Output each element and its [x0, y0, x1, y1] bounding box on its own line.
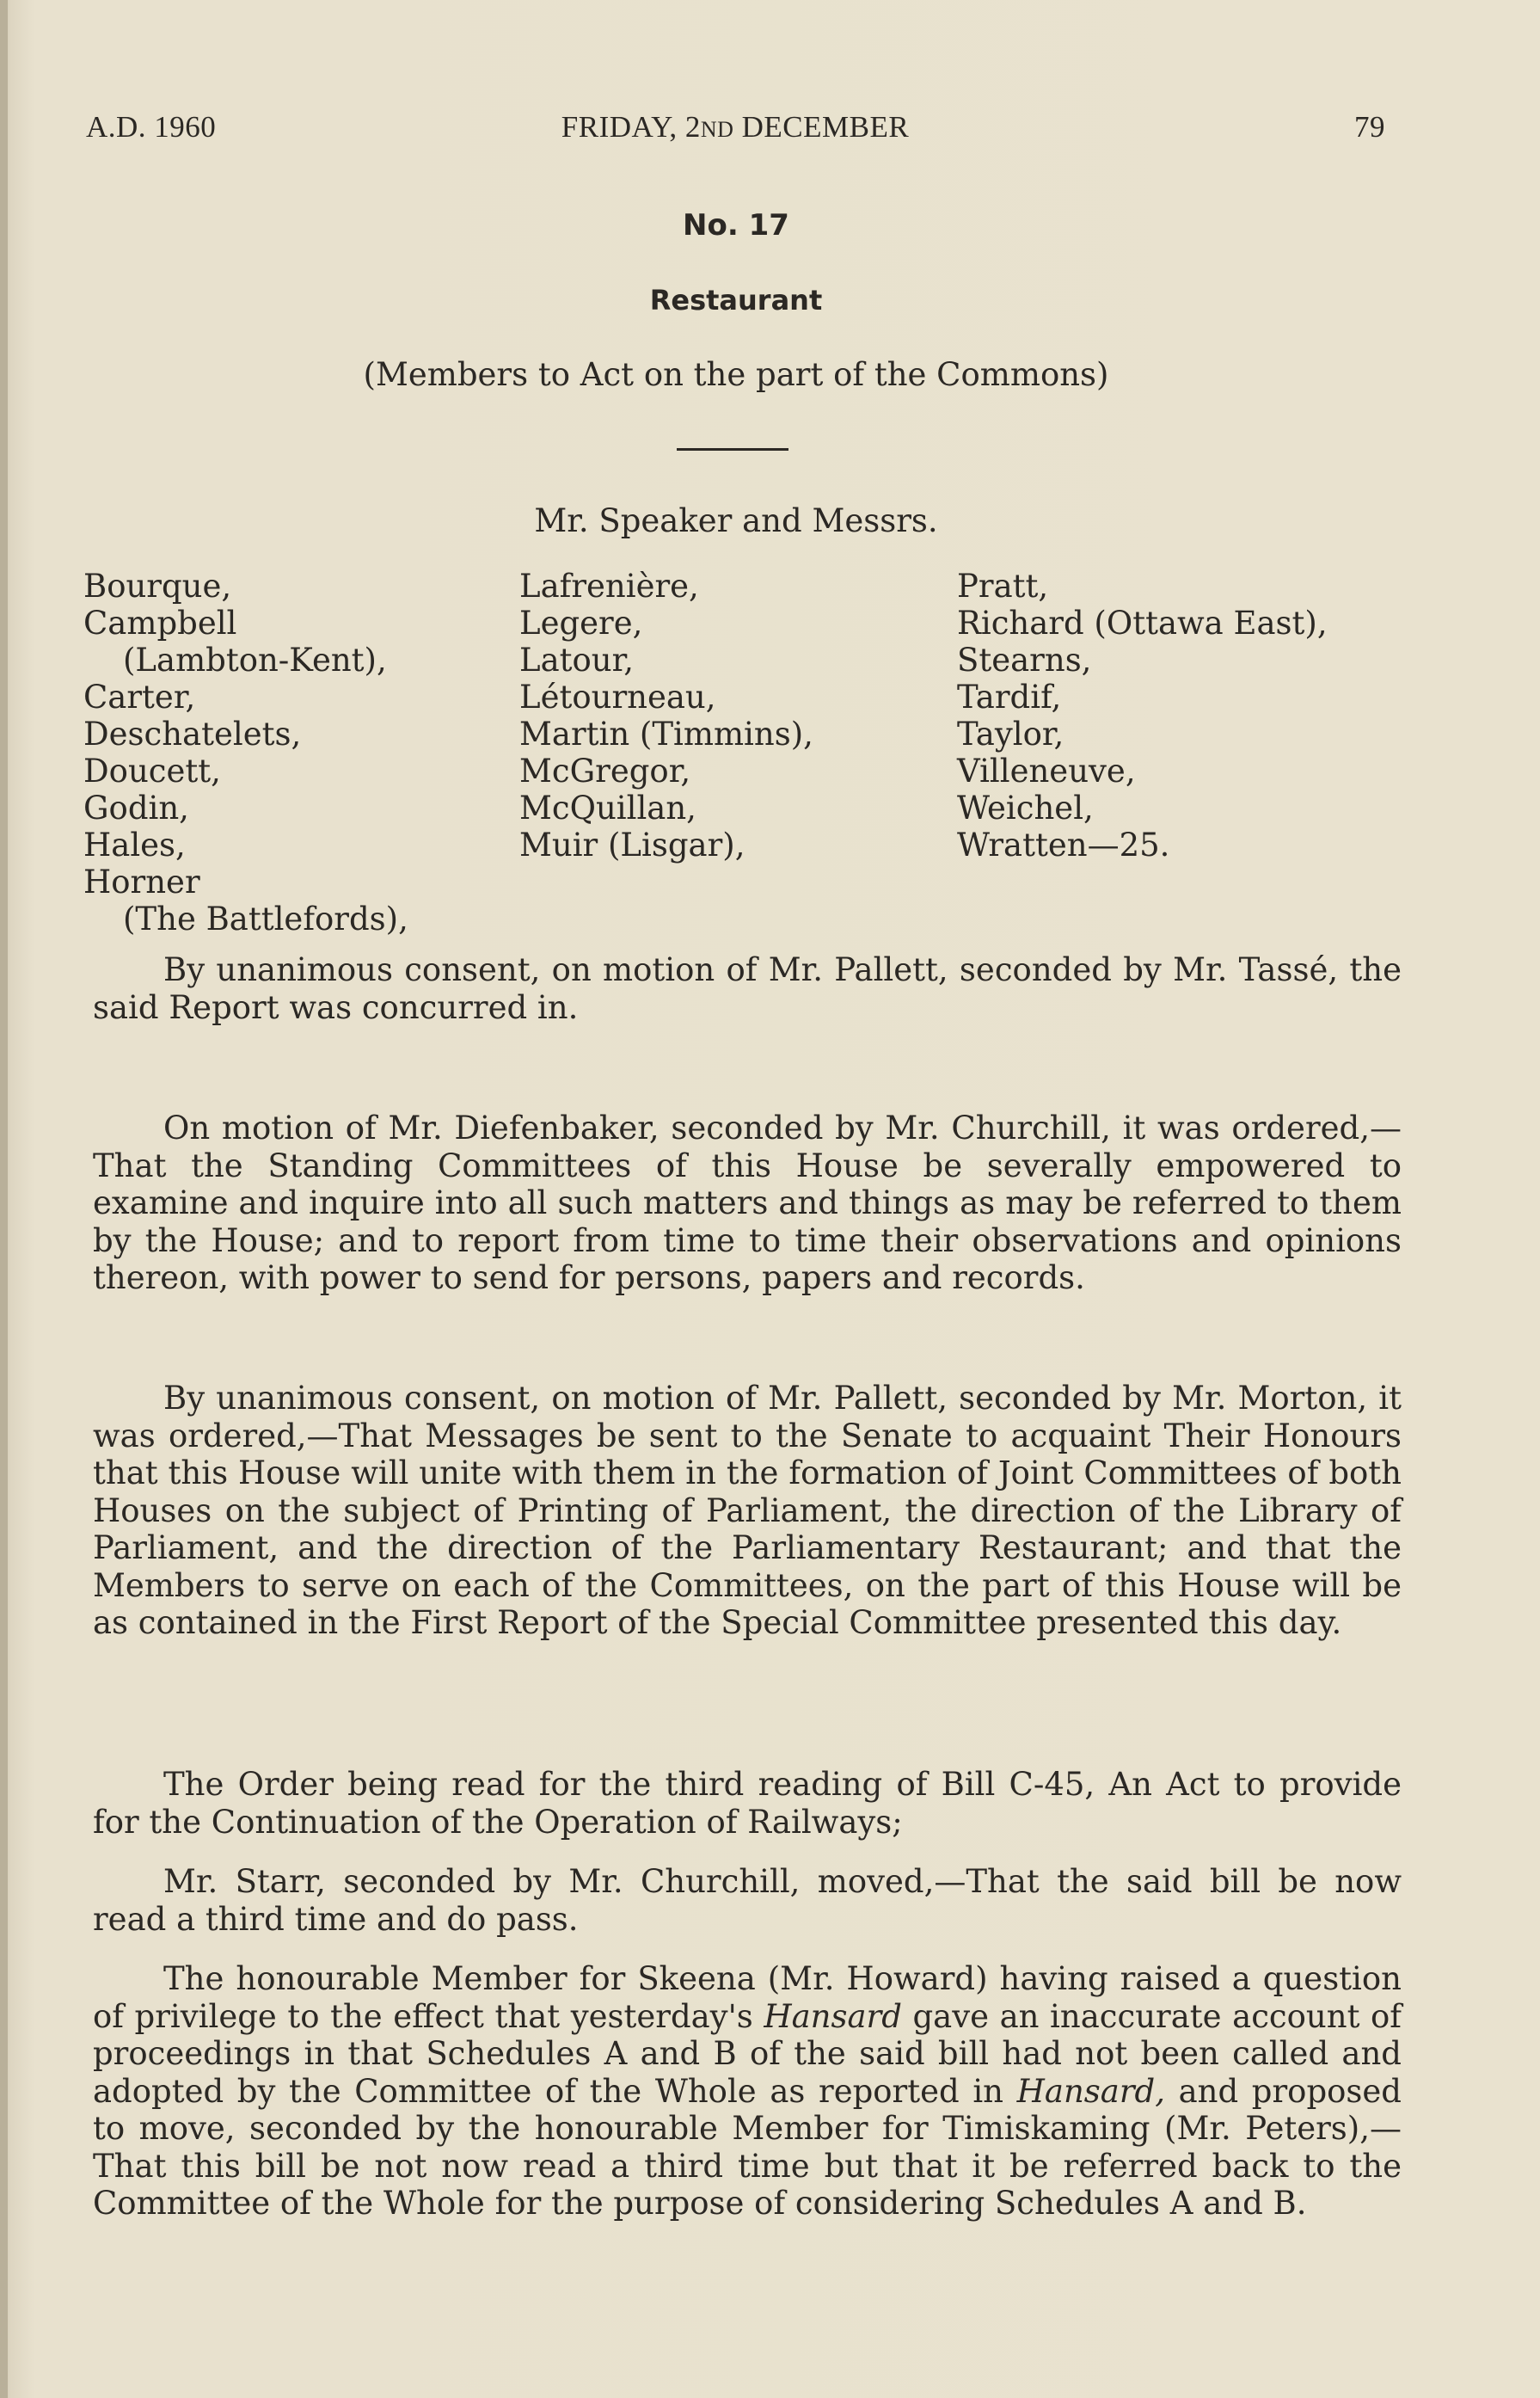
member-name: Bourque, [83, 568, 232, 605]
section-divider [677, 448, 788, 451]
paragraph-bill-c45-order: The Order being read for the third reading of Bill C-45, An Act to provide for the Continuation of the Operation of Railways; [93, 1766, 1402, 1841]
committee-title: Restaurant [649, 284, 823, 317]
member-name: Latour, [519, 642, 634, 679]
member-name: (Lambton-Kent), [123, 642, 387, 679]
speaker-line: Mr. Speaker and Messrs. [534, 502, 938, 539]
member-name: Carter, [83, 679, 196, 716]
member-name: Campbell [83, 605, 237, 642]
member-name: (The Battlefords), [123, 901, 408, 938]
member-name: Legere, [519, 605, 643, 642]
member-name: McGregor, [519, 753, 691, 790]
member-name: Weichel, [957, 790, 1094, 827]
item-number: No. 17 [683, 208, 789, 243]
header-date: FRIDAY, 2ND DECEMBER [561, 110, 910, 144]
member-name: Létourneau, [519, 679, 716, 716]
member-name: McQuillan, [519, 790, 696, 827]
member-name: Doucett, [83, 753, 221, 790]
members-column-2 [519, 568, 813, 864]
member-name: Horner [83, 864, 200, 901]
members-column-3 [957, 568, 1328, 864]
header-page-number: 79 [1354, 110, 1385, 144]
paragraph-senate-messages: By unanimous consent, on motion of Mr. Pallett, seconded by Mr. Morton, it was ordered,—That Messages be sent to the Senate to acquaint Their Honours that this House will unite with them in the formation of Joint Committees of both Houses on the subject of Printing of Parliament, the direction of the Library of Parliament, and the direction of the Parliamentary Restaurant; and that the Members to serve on each of the Committees, on the part of this House will be as contained in the First Report of the Special Committee presented this day. [93, 1380, 1402, 1641]
paragraph-privilege-question: The honourable Member for Skeena (Mr. Howard) having raised a question of privilege to the effect that yesterday's Hansard gave an inaccurate account of proceedings in that Schedules A and B of the said bill had not been called and adopted by the Committee of the Whole as reported in Hansard, and proposed to move, seconded by the honourable Member for Timiskaming (Mr. Peters),—That this bill be not now read a third time but that it be referred back to the Committee of the Whole for the purpose of considering Schedules A and B. [93, 1960, 1402, 2222]
member-name: Taylor, [957, 716, 1065, 753]
member-name: Villeneuve, [957, 753, 1136, 790]
member-name: Wratten—25. [957, 827, 1170, 864]
member-name: Hales, [83, 827, 186, 864]
paragraph-starr-motion: Mr. Starr, seconded by Mr. Churchill, moved,—That the said bill be now read a third time and do pass. [93, 1863, 1402, 1938]
member-name: Tardif, [957, 679, 1062, 716]
members-column-1 [83, 568, 408, 938]
member-name: Pratt, [957, 568, 1049, 605]
member-name: Lafrenière, [519, 568, 699, 605]
member-name: Stearns, [957, 642, 1092, 679]
member-name: Godin, [83, 790, 189, 827]
header-year: A.D. 1960 [86, 110, 217, 144]
member-name: Deschatelets, [83, 716, 302, 753]
paragraph-standing-committees: On motion of Mr. Diefenbaker, seconded by Mr. Churchill, it was ordered,—That the Standing Committees of this House be severally empowered to examine and inquire into all such matters and things as may be referred to them by the House; and to report from time to time their observations and opinions thereon, with power to send for persons, papers and records. [93, 1110, 1402, 1296]
member-name: Richard (Ottawa East), [957, 605, 1328, 642]
member-name: Martin (Timmins), [519, 716, 813, 753]
member-name: Muir (Lisgar), [519, 827, 745, 864]
paragraph-report-concurred: By unanimous consent, on motion of Mr. Pallett, seconded by Mr. Tassé, the said Report was concurred in. [93, 951, 1402, 1026]
committee-subtitle: (Members to Act on the part of the Commons) [363, 356, 1109, 393]
